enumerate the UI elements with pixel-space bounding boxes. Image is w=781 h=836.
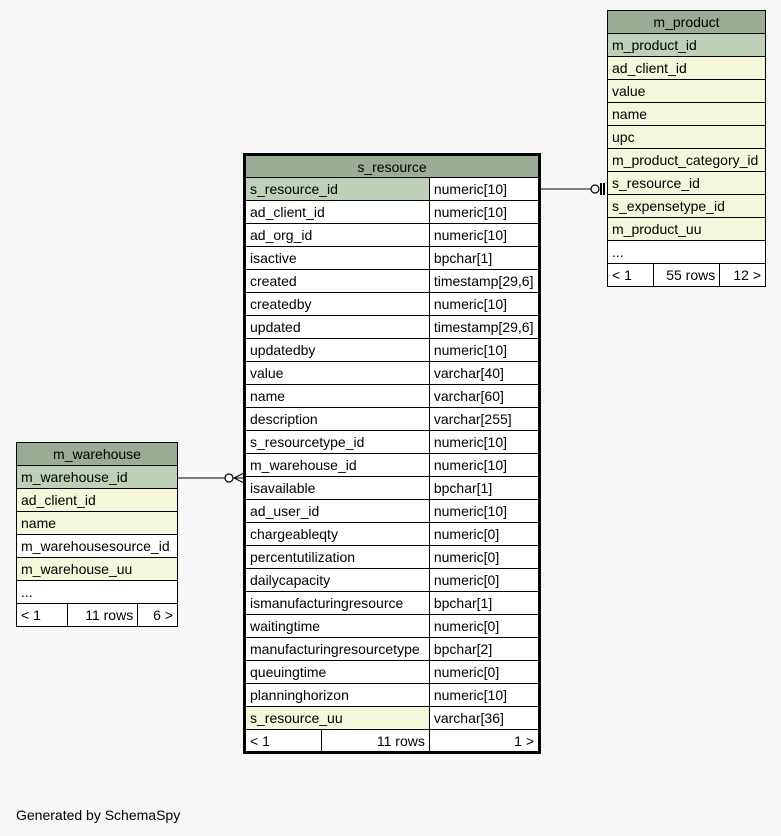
- column-name: manufacturingresourcetype: [245, 638, 430, 661]
- column-row[interactable]: [245, 224, 540, 247]
- table-title-m-product: m_product: [608, 11, 766, 34]
- column-type: numeric[10]: [429, 224, 539, 247]
- column-name: value: [245, 362, 430, 385]
- table-header: [608, 11, 766, 34]
- row-count: 11 rows: [67, 604, 138, 627]
- column-type: varchar[40]: [429, 362, 539, 385]
- column-row[interactable]: [608, 241, 766, 264]
- prev-page-link[interactable]: < 1: [245, 730, 322, 753]
- column-name: m_warehouse_id: [245, 454, 430, 477]
- column-row[interactable]: [245, 500, 540, 523]
- column-row[interactable]: [245, 615, 540, 638]
- column-name: queuingtime: [245, 661, 430, 684]
- column-row[interactable]: [17, 581, 178, 604]
- column-name: m_warehouse_id: [17, 466, 178, 489]
- column-row[interactable]: [245, 293, 540, 316]
- column-name: description: [245, 408, 430, 431]
- column-row[interactable]: [245, 454, 540, 477]
- column-name: value: [608, 80, 766, 103]
- next-page-link[interactable]: 12 >: [720, 264, 766, 287]
- column-type: varchar[36]: [429, 707, 539, 730]
- column-row[interactable]: [245, 707, 540, 730]
- column-name: upc: [608, 126, 766, 149]
- column-name: m_product_category_id: [608, 149, 766, 172]
- column-row[interactable]: [245, 431, 540, 454]
- column-name: created: [245, 270, 430, 293]
- column-type: numeric[10]: [429, 684, 539, 707]
- edge-m-warehouse-to-s-resource: [178, 473, 244, 483]
- table-footer: [17, 604, 178, 627]
- column-name: name: [17, 512, 178, 535]
- column-name: ad_org_id: [245, 224, 430, 247]
- column-name: name: [608, 103, 766, 126]
- column-name: s_resource_id: [608, 172, 766, 195]
- column-row[interactable]: [245, 201, 540, 224]
- column-type: timestamp[29,6]: [429, 270, 539, 293]
- column-name: m_warehouse_uu: [17, 558, 178, 581]
- column-row[interactable]: [608, 149, 766, 172]
- prev-page-link[interactable]: < 1: [608, 264, 654, 287]
- column-row[interactable]: [608, 80, 766, 103]
- column-row[interactable]: [17, 535, 178, 558]
- column-row[interactable]: [608, 103, 766, 126]
- row-count: 55 rows: [653, 264, 720, 287]
- column-row[interactable]: [245, 385, 540, 408]
- column-name: dailycapacity: [245, 569, 430, 592]
- next-page-link[interactable]: 6 >: [138, 604, 178, 627]
- column-row[interactable]: [608, 172, 766, 195]
- prev-page-link[interactable]: < 1: [17, 604, 68, 627]
- column-row[interactable]: [245, 178, 540, 201]
- next-page-link[interactable]: 1 >: [429, 730, 539, 753]
- column-name: m_product_id: [608, 34, 766, 57]
- row-count: 11 rows: [322, 730, 430, 753]
- column-row[interactable]: [17, 489, 178, 512]
- column-name: name: [245, 385, 430, 408]
- column-type: numeric[10]: [429, 454, 539, 477]
- table-title-s-resource: s_resource: [245, 155, 540, 178]
- column-name: percentutilization: [245, 546, 430, 569]
- column-row[interactable]: [245, 408, 540, 431]
- column-name: ad_client_id: [608, 57, 766, 80]
- column-name: s_expensetype_id: [608, 195, 766, 218]
- column-name: updatedby: [245, 339, 430, 362]
- column-row[interactable]: [245, 592, 540, 615]
- column-type: numeric[10]: [429, 500, 539, 523]
- column-row[interactable]: [245, 477, 540, 500]
- column-type: numeric[10]: [429, 178, 539, 201]
- column-type: numeric[10]: [429, 293, 539, 316]
- column-type: numeric[0]: [429, 546, 539, 569]
- column-row[interactable]: [245, 661, 540, 684]
- table-header: [245, 155, 540, 178]
- column-row[interactable]: [245, 270, 540, 293]
- column-row[interactable]: [608, 195, 766, 218]
- column-row[interactable]: [245, 339, 540, 362]
- column-name: waitingtime: [245, 615, 430, 638]
- column-type: varchar[255]: [429, 408, 539, 431]
- column-type: numeric[0]: [429, 523, 539, 546]
- column-row[interactable]: [245, 569, 540, 592]
- table-footer: [608, 264, 766, 287]
- column-row[interactable]: [245, 247, 540, 270]
- column-name: ad_user_id: [245, 500, 430, 523]
- column-name: s_resource_id: [245, 178, 430, 201]
- column-type: numeric[10]: [429, 201, 539, 224]
- table-header: [17, 443, 178, 466]
- column-row[interactable]: [245, 546, 540, 569]
- column-name: planninghorizon: [245, 684, 430, 707]
- column-type: bpchar[2]: [429, 638, 539, 661]
- column-row[interactable]: [17, 558, 178, 581]
- column-row[interactable]: [245, 362, 540, 385]
- column-row[interactable]: [245, 638, 540, 661]
- column-type: bpchar[1]: [429, 592, 539, 615]
- generated-by-label: Generated by SchemaSpy: [16, 807, 181, 823]
- column-name: chargeableqty: [245, 523, 430, 546]
- column-type: varchar[60]: [429, 385, 539, 408]
- column-type: bpchar[1]: [429, 247, 539, 270]
- column-name: ...: [608, 241, 766, 264]
- edge-s-resource-to-m-product: [540, 183, 604, 195]
- column-row[interactable]: [17, 466, 178, 489]
- table-m-product[interactable]: [607, 10, 766, 287]
- table-footer: [245, 730, 540, 753]
- table-s-resource[interactable]: [243, 153, 541, 754]
- column-name: s_resource_uu: [245, 707, 430, 730]
- table-m-warehouse[interactable]: [16, 442, 178, 627]
- column-name: createdby: [245, 293, 430, 316]
- column-type: timestamp[29,6]: [429, 316, 539, 339]
- column-row[interactable]: [608, 34, 766, 57]
- column-row[interactable]: [17, 512, 178, 535]
- column-name: ad_client_id: [245, 201, 430, 224]
- column-name: isactive: [245, 247, 430, 270]
- column-name: m_product_uu: [608, 218, 766, 241]
- column-name: ismanufacturingresource: [245, 592, 430, 615]
- column-row[interactable]: [245, 523, 540, 546]
- column-row[interactable]: [608, 218, 766, 241]
- column-type: bpchar[1]: [429, 477, 539, 500]
- column-name: ad_client_id: [17, 489, 178, 512]
- column-row[interactable]: [245, 316, 540, 339]
- column-name: isavailable: [245, 477, 430, 500]
- column-type: numeric[0]: [429, 569, 539, 592]
- column-row[interactable]: [245, 684, 540, 707]
- column-type: numeric[10]: [429, 431, 539, 454]
- table-title-m-warehouse: m_warehouse: [17, 443, 178, 466]
- column-type: numeric[0]: [429, 615, 539, 638]
- column-row[interactable]: [608, 57, 766, 80]
- column-name: m_warehousesource_id: [17, 535, 178, 558]
- column-name: updated: [245, 316, 430, 339]
- column-name: ...: [17, 581, 178, 604]
- column-type: numeric[0]: [429, 661, 539, 684]
- column-name: s_resourcetype_id: [245, 431, 430, 454]
- column-row[interactable]: [608, 126, 766, 149]
- column-type: numeric[10]: [429, 339, 539, 362]
